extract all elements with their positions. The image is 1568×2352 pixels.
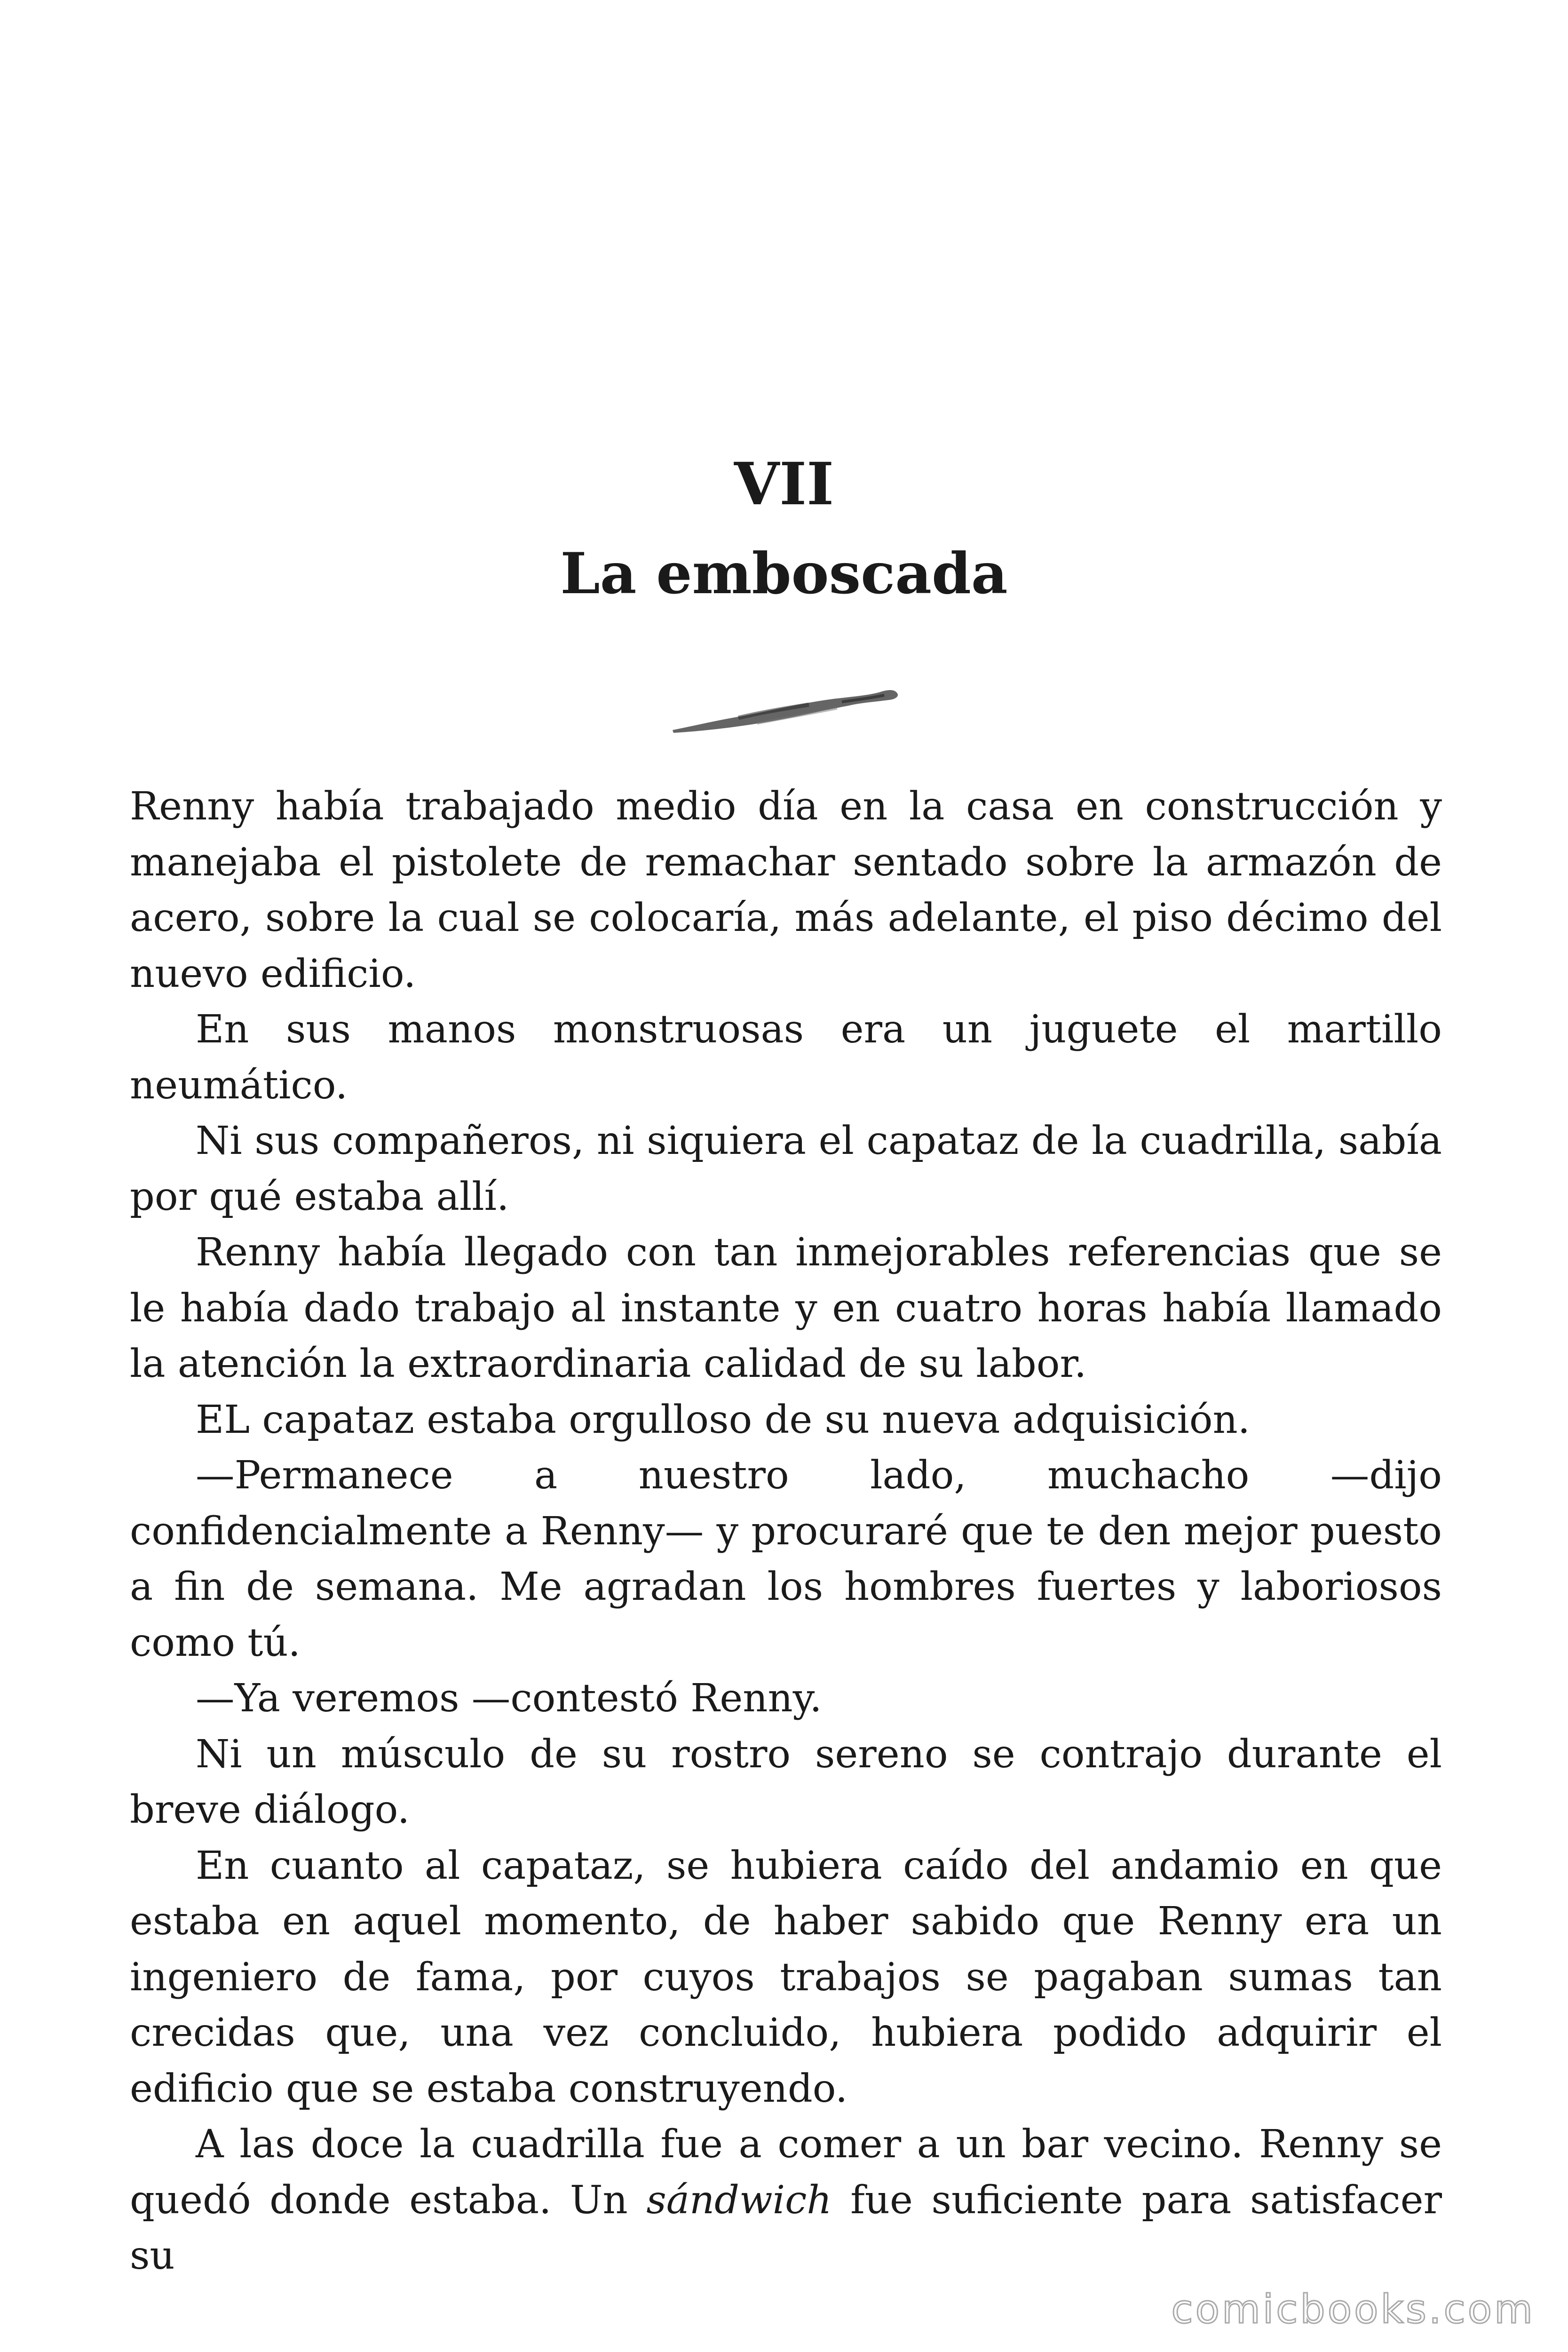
paragraph: Renny había trabajado medio día en la casa en construcción y manejaba el pistolete de remachar sentado sobre la armazón de acero, sobre la cual se colocaría, más adelante, el piso décimo del nuevo edificio.	[130, 784, 1442, 996]
paragraph: EL capataz estaba orgulloso de su nueva adquisición.	[196, 1397, 1250, 1442]
brush-stroke-ornament-icon	[668, 673, 903, 743]
paragraph: —Permanece a nuestro lado, muchacho —dijo confidencialmente a Renny— y procuraré que te den mejor puesto a fin de semana. Me agradan los hombres fuertes y laboriosos como tú.	[130, 1453, 1442, 1665]
body-text	[130, 779, 1442, 2284]
text-run: A las doce la cuadrilla fue a comer a un bar vecino. Renny se quedó donde estaba. Un	[130, 2122, 1442, 2223]
emphasized-word: sándwich	[646, 2177, 832, 2223]
watermark: comicbooks.com	[1171, 2286, 1535, 2332]
paragraph-continued	[130, 2116, 1442, 2284]
paragraph: Renny había llegado con tan inmejorables referencias que se le había dado trabajo al instante y en cuatro horas había llamado la atención la extraordinaria calidad de su labor.	[130, 1230, 1442, 1386]
paragraph: En sus manos monstruosas era un juguete el martillo neumático.	[130, 1007, 1442, 1108]
paragraph: Ni sus compañeros, ni siquiera el capataz de la cuadrilla, sabía por qué estaba allí.	[130, 1118, 1442, 1219]
chapter-title: La emboscada	[560, 540, 1008, 607]
text-run: fue suficiente para satisfacer su	[130, 2177, 1442, 2278]
paragraph: Ni un músculo de su rostro sereno se contrajo durante el breve diálogo.	[130, 1731, 1442, 1832]
paragraph: En cuanto al capataz, se hubiera caído del andamio en que estaba en aquel momento, de haber sabido que Renny era un ingeniero de fama, por cuyos trabajos se pagaban sumas tan crecidas que, una vez concluido, hubiera podido adquirir el edificio que se estaba construyendo.	[130, 1843, 1442, 2111]
paragraph: —Ya veremos —contestó Renny.	[196, 1676, 822, 1721]
chapter-number: VII	[734, 450, 834, 518]
